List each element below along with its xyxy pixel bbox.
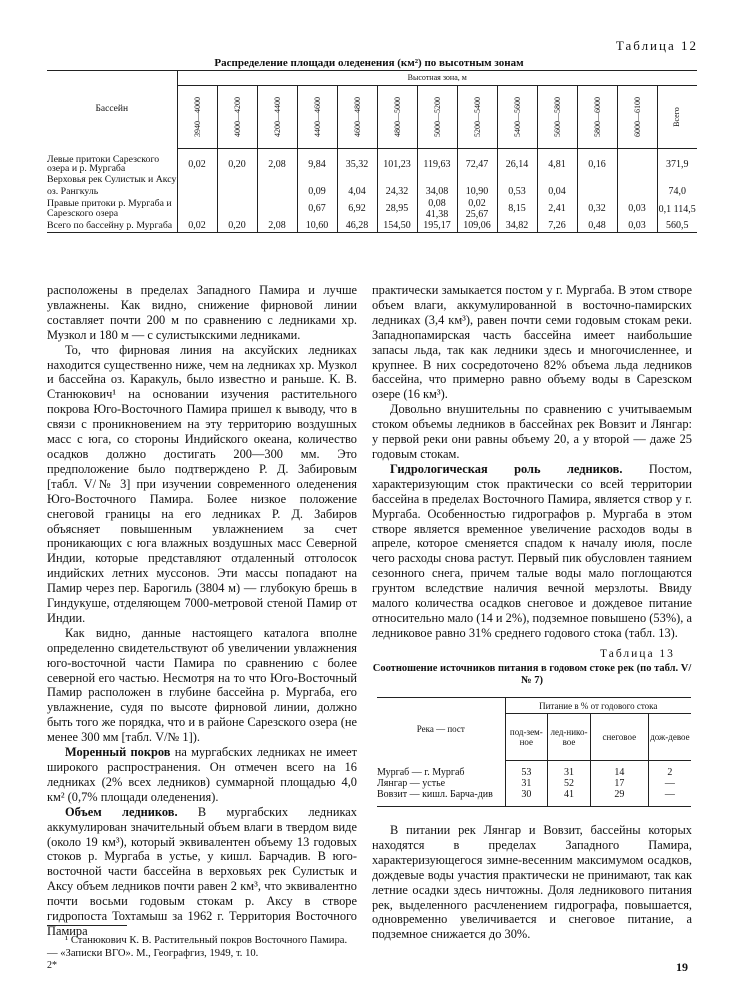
zone-col-header: 6000—6100 — [617, 86, 657, 149]
section-heading: Объем ледников. — [65, 804, 178, 819]
supply-col-header: лед-нико-вое — [548, 714, 591, 761]
table-row: Лянгар — устье 31 52 17 — — [377, 778, 691, 789]
paragraph: То, что фирновая линия на аксуйских ледниках находится существенно ниже, чем на ледниках хр. Музкол и бассейна оз. Каракуль, было известно и раньше. К. В. Станюкович¹ на основании изучения растительного покрова Юго-Восточного Памира пришел к выводу, что в связи с проникновением на эту территорию воздушных масс с юга, со стороны Индийского океана, количество осадков должно достигать 200—300 мм. Это предположение было подтверждено Р. Д. Забировым [табл. V/№ 3] при изучении современного оледенения Юго-Восточного Памира. Более низкое положение снеговой границы на его ледниках Р. Д. Забиров объясняет повышенным увлажнением за счет проникающих с юга влажных воздушных масс Северной Индии, которые представляют отдаленный отголосок индийских летних муссонов. Эти массы попадают на Памир через пер. Барогиль (3804 м) — глубокую брешь в Гиндукуше, отделяющем 7000-метровой стеной Памир от Индии. — [47, 342, 357, 625]
table-row: Верховья рек Сулистык и Аксу — [47, 174, 697, 186]
supply-col-header: снеговое — [590, 714, 648, 761]
zone-col-header: 5800—6000 — [577, 86, 617, 149]
zone-col-header: 5000—5200 — [417, 86, 457, 149]
paragraph: практически замыкается постом у г. Мургаба. В этом створе объем влаги, аккумулированной в восточно-памирских ледниках (3,4 км³), равен почти семи годовым стокам реки. Западнопамирская часть бассейна имеет наибольшие запасы льда, так как ледники здесь и многочисленнее, и крупнее. В них сосредоточено 82% объема льда ледников бассейна, что примерно равно объему воды в Сарезском озере (16 км³). — [372, 283, 692, 402]
zone-col-header: 5400—5600 — [497, 86, 537, 149]
table-13 — [377, 697, 691, 807]
footnote-divider — [47, 925, 127, 926]
table-12 — [47, 70, 697, 233]
paragraph: Довольно внушительны по сравнению с учитываемым стоком объемы ледников в бассейнах рек Вовзит и Лянгар: у первой реки они равны объему 20, а у второй — даже 25 годовым стокам. — [372, 402, 692, 461]
text-column-left — [47, 283, 357, 939]
zone-col-header: 4000—4200 — [217, 86, 257, 149]
supply-col-header: под-зем-ное — [505, 714, 548, 761]
paragraph: В питании рек Лянгар и Вовзит, бассейны которых находятся в пределах Западного Памира, характеризующегося зимне-весенним максимумом осадков, дождевые воды участия практически не принимают, так как летние осадки здесь ничтожны. Доля ледникового питания рек, выделенного расчленением гидрографа, повышается, одновременно увеличивается и снеговое питание, а подземное снижается до 30%. — [372, 823, 692, 942]
table-12-title: Распределение площади оледенения (км²) по высотным зонам — [214, 57, 524, 69]
basin-header: Бассейн — [47, 71, 177, 149]
zone-col-header: 4600—4800 — [337, 86, 377, 149]
table-row: Левые притоки Сарезского озера и р. Мургаба 0,02 0,20 2,08 9,84 35,32 101,23 119,63 72,47 26,14 4,81 0,16 371,9 — [47, 149, 697, 175]
zone-col-header: 3940—4000 — [177, 86, 217, 149]
river-header: Река — пост — [377, 698, 505, 761]
text-column-right — [372, 283, 692, 641]
zone-col-header: 4400—4600 — [297, 86, 337, 149]
zone-col-header: 4800—5000 — [377, 86, 417, 149]
supply-col-header: дож-девое — [648, 714, 691, 761]
printer-signature: 2* — [47, 960, 57, 971]
table-row: оз. Рангкуль 0,09 4,04 24,32 34,08 10,90 0,53 0,04 74,0 — [47, 186, 697, 198]
zone-col-header: 5200—5400 — [457, 86, 497, 149]
zone-col-header: 4200—4400 — [257, 86, 297, 149]
paragraph: Как видно, данные настоящего каталога вполне определенно свидетельствуют об увеличении увлажнения юго-восточной части Памира по сравнению с более северной его частью. Несмотря на то что Юго-Восточный Памир расположен в глубине бассейна р. Мургаба, его увлажнение, судя по высоте фирновой линии, должно быть того же порядка, что и в районе Сарезского озера (не менее 300 мм [табл. V/№ 1]). — [47, 625, 357, 745]
paragraph: расположены в пределах Западного Памира и лучше увлажнены. Как видно, снижение фирновой линии составляет почти 200 м по сравнению с ледниками хр. Музкол и 180 м — с сулистыкскими ледниками. — [47, 283, 357, 342]
table-row: Мургаб — г. Мургаб 53 31 14 2 — [377, 761, 691, 779]
table-row: Правые притоки р. Мургаба и Сарезского озера 0,67 6,92 28,95 0,08 41,38 0,02 25,67 8,15 2,41 0,32 0,03 0,1 114,5 — [47, 198, 696, 221]
text-column-right-bottom — [372, 823, 692, 942]
table-13-title: Соотношение источников питания в годовом стоке рек (по табл. V/№ 7) — [372, 663, 692, 686]
section-heading: Гидрологическая роль ледников. — [390, 461, 623, 476]
total-col-header: Всего — [657, 86, 697, 149]
table-13-label: Таблица 13 — [600, 648, 675, 660]
supply-header: Питание в % от годового стока — [505, 698, 691, 714]
zone-header: Высотная зона, м — [177, 71, 697, 86]
footnote: ¹ Станюкович К. В. Растительный покров Восточного Памира.— «Записки ВГО». М., Географгиз, 1949, т. 10. — [47, 935, 348, 959]
page-number: 19 — [676, 960, 688, 974]
table-12-label: Таблица 12 — [615, 38, 698, 53]
zone-col-header: 5600—5800 — [537, 86, 577, 149]
paragraph: Гидрологическая роль ледников. Постом, характеризующим сток практически со всей территории бассейна в пределах Восточного Памира, является створ у г. Мургаба. Особенностью гидрографов р. Мургаба в этом створе является временное увеличение расходов воды в апреле, которое сменяется спадом к началу июля, после чего расходы снова растут. Первый пик обусловлен таянием сезонного снега, причем талые воды мало поглощаются грунтом вследствие наличия вечной мерзлоты. Ввиду малого количества осадков снеговое и дождевое питание относительно мало (14 и 2%), подземное повышено (53%), а ледниковое равно 31% среднего годового стока (табл. 13). — [372, 461, 693, 640]
table-row: Вовзит — кишл. Барча-див 30 41 29 — — [377, 789, 691, 807]
paragraph: Моренный покров на мургабских ледниках не имеет широкого распространения. Он отмечен всего на 16 ледниках (2% всех ледников) суммарной площадью 4,0 км² (0,7% площади оледенения). — [47, 745, 357, 804]
section-heading: Моренный покров — [65, 745, 171, 760]
table-row: Всего по бассейну р. Мургаба 0,02 0,20 2,08 10,60 46,28 154,50 195,17 109,06 34,82 7,26 0,48 0,03 560,5 — [47, 220, 697, 233]
paragraph: Объем ледников. В мургабских ледниках аккумулирован значительный объем влаги в твердом виде (около 19 км³), который эквивалентен объему 13 годовых стоков р. Мургаба в устье, у кишл. Барчадив. В юго-восточной части бассейна в верховьях рек Сулистык и Аксу объем ледников почти равен 2 км³, что эквивалентно почти восьми годовым стокам р. Аксу в створе гидропоста Тохтамыш за 1962 г. Территория Восточного Памира — [47, 804, 357, 938]
